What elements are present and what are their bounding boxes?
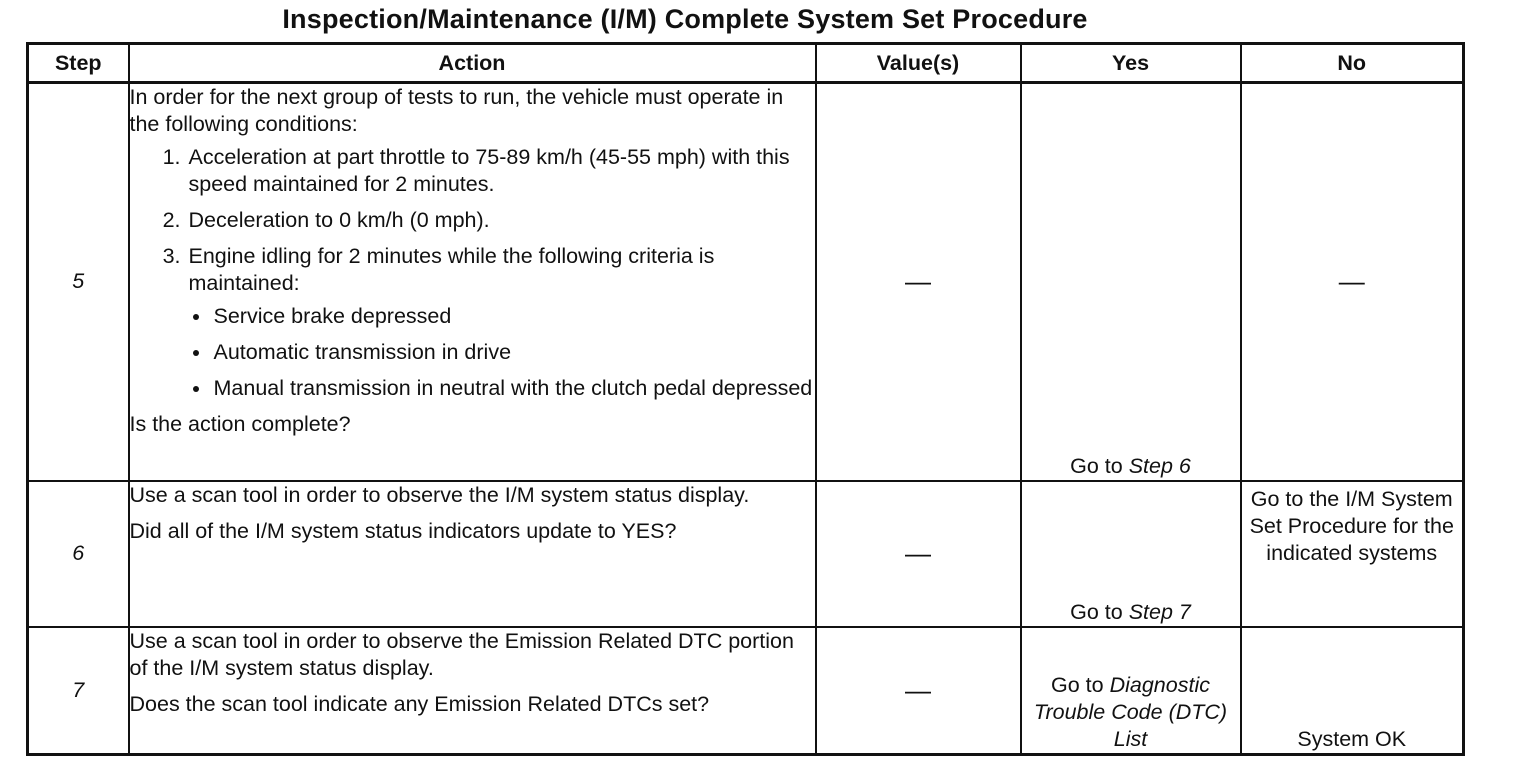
- yes-prefix: Go to: [1051, 673, 1104, 697]
- conditions-list: [130, 144, 815, 402]
- condition-item: [187, 243, 815, 402]
- action-question: Is the action complete?: [129, 412, 351, 436]
- document-title: Inspection/Maintenance (I/M) Complete System Set Procedure: [282, 4, 1088, 34]
- value-cell: —: [816, 83, 1021, 481]
- condition-item: 1. Acceleration at part throttle to 75-89 km/h (45-55 mph) with this speed maintained for 2 minutes.: [187, 144, 815, 198]
- table-row: [28, 627, 1464, 755]
- header-row: [28, 44, 1464, 83]
- action-cell: [129, 627, 816, 755]
- action-instruction: Use a scan tool in order to observe the I/M system status display.: [129, 482, 750, 507]
- no-cell: —: [1241, 83, 1464, 481]
- header-yes: Yes: [1021, 44, 1241, 83]
- value-cell: —: [816, 627, 1021, 755]
- yes-cell: [1021, 481, 1241, 627]
- yes-cell: [1021, 627, 1241, 755]
- condition-text: Engine idling for 2 minutes while the following criteria is maintained:: [188, 244, 715, 295]
- procedure-table: [26, 42, 1465, 756]
- yes-dtc-list-link[interactable]: Diagnostic Trouble Code (DTC) List: [1033, 673, 1228, 751]
- no-cell: System OK: [1241, 627, 1464, 755]
- value-cell: —: [816, 481, 1021, 627]
- yes-prefix: Go to: [1070, 453, 1123, 478]
- step-number: 7: [28, 627, 129, 755]
- criteria-item: • Automatic transmission in drive: [212, 339, 815, 366]
- header-action: Action: [129, 44, 816, 83]
- table-row: [28, 481, 1464, 627]
- step-number: 6: [28, 481, 129, 627]
- criteria-item: • Service brake depressed: [212, 303, 815, 330]
- table-row: [28, 83, 1464, 481]
- action-question: Did all of the I/M system status indicators update to YES?: [129, 518, 677, 543]
- action-question: Does the scan tool indicate any Emission Related DTCs set?: [129, 691, 710, 716]
- condition-item: 2. Deceleration to 0 km/h (0 mph).: [187, 207, 815, 234]
- criteria-item: • Manual transmission in neutral with the clutch pedal depressed: [212, 375, 815, 402]
- action-instruction: Use a scan tool in order to observe the Emission Related DTC portion of the I/M system status display.: [129, 628, 794, 680]
- step-number: 5: [28, 83, 129, 481]
- yes-cell: [1021, 83, 1241, 481]
- action-intro: In order for the next group of tests to run, the vehicle must operate in the following conditions:: [129, 85, 784, 136]
- yes-step-link[interactable]: Step 7: [1128, 599, 1191, 624]
- yes-step-link[interactable]: Step 6: [1128, 453, 1191, 478]
- action-cell: [129, 481, 816, 627]
- yes-prefix: Go to: [1070, 599, 1123, 624]
- criteria-list: [189, 303, 815, 402]
- header-step: Step: [28, 44, 129, 83]
- no-cell: Go to the I/M System Set Procedure for the indicated systems: [1241, 481, 1464, 627]
- header-no: No: [1241, 44, 1464, 83]
- action-cell: [129, 83, 816, 481]
- header-values: Value(s): [816, 44, 1021, 83]
